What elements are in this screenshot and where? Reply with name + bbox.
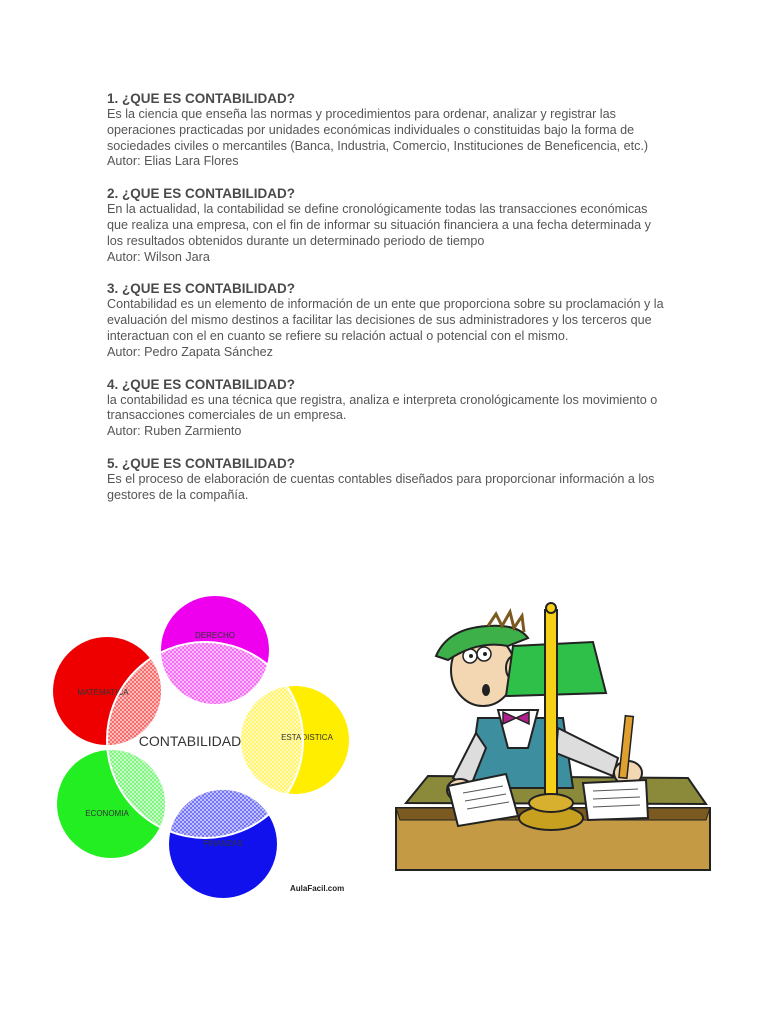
- definition-2: [107, 186, 667, 265]
- definition-3: [107, 281, 667, 360]
- lamp-finial: [546, 603, 556, 613]
- definition-author: Autor: Pedro Zapata Sánchez: [107, 344, 273, 359]
- accounting-venn-diagram: [45, 588, 365, 898]
- accountant-illustration: [388, 598, 713, 878]
- definition-5: [107, 456, 667, 504]
- definition-title: 1. ¿QUE ES CONTABILIDAD?: [107, 91, 296, 106]
- watermark: AulaFacil.com: [290, 884, 345, 893]
- pupil-right: [483, 652, 487, 656]
- document-body: [107, 91, 667, 520]
- venn-label-estadistica: ESTADISTICA: [281, 733, 333, 742]
- definition-title: 4. ¿QUE ES CONTABILIDAD?: [107, 376, 296, 392]
- venn-label-derecho: DERECHO: [194, 631, 236, 640]
- definition-author: Autor: Wilson Jara: [107, 249, 210, 264]
- mouth: [482, 684, 490, 696]
- paper-right: [583, 780, 648, 820]
- definition-text: la contabilidad es una técnica que registra, analiza e interpreta cronológicamente los movimiento o transacciones comerciales de un empresa.: [107, 392, 658, 423]
- center-label: CONTABILIDAD: [138, 733, 242, 749]
- definition-1: [107, 91, 667, 170]
- definition-author: Autor: Elias Lara Flores: [107, 154, 239, 169]
- definition-author: Autor: Ruben Zarmiento: [107, 424, 242, 439]
- venn-label-matematica: MATEMATICA: [77, 688, 129, 697]
- definition-title: 2. ¿QUE ES CONTABILIDAD?: [107, 186, 296, 202]
- definition-title: 3. ¿QUE ES CONTABILIDAD?: [107, 281, 296, 297]
- venn-label-finanzas: FINANZAS: [203, 839, 243, 848]
- lamp-base-top: [529, 794, 573, 812]
- definition-4: [107, 377, 667, 440]
- venn-label-economia: ECONOMIA: [85, 809, 129, 818]
- pupil-left: [469, 654, 473, 658]
- definition-text: Contabilidad es un elemento de información de un ente que proporciona sobre su proclamación y la evaluación del mismo destinos a facilitar las decisiones de sus administradores y los terceros que interactuan con el en cuanto se refiere su relación actual o potencial con el mismo.: [107, 297, 664, 343]
- lamp-pole: [545, 610, 557, 798]
- definition-text: Es el proceso de elaboración de cuentas contables diseñados para proporcionar información a los gestores de la compañía.: [107, 471, 655, 502]
- definition-text: Es la ciencia que enseña las normas y procedimientos para ordenar, analizar y registrar las operaciones practicadas por unidades económicas individuales o constituidas bajo la forma de sociedades civiles o mercantiles (Banca, Industria, Comercio, Instituciones de Beneficencia, etc.): [107, 107, 649, 153]
- definition-text: En la actualidad, la contabilidad se define cronológicamente todas las transacciones económicas que realiza una empresa, con el fin de informar su situación financiera a una fecha determinada y los resultados obtenidos durante un determinado periodo de tiempo: [107, 202, 651, 248]
- definition-title: 5. ¿QUE ES CONTABILIDAD?: [107, 455, 296, 471]
